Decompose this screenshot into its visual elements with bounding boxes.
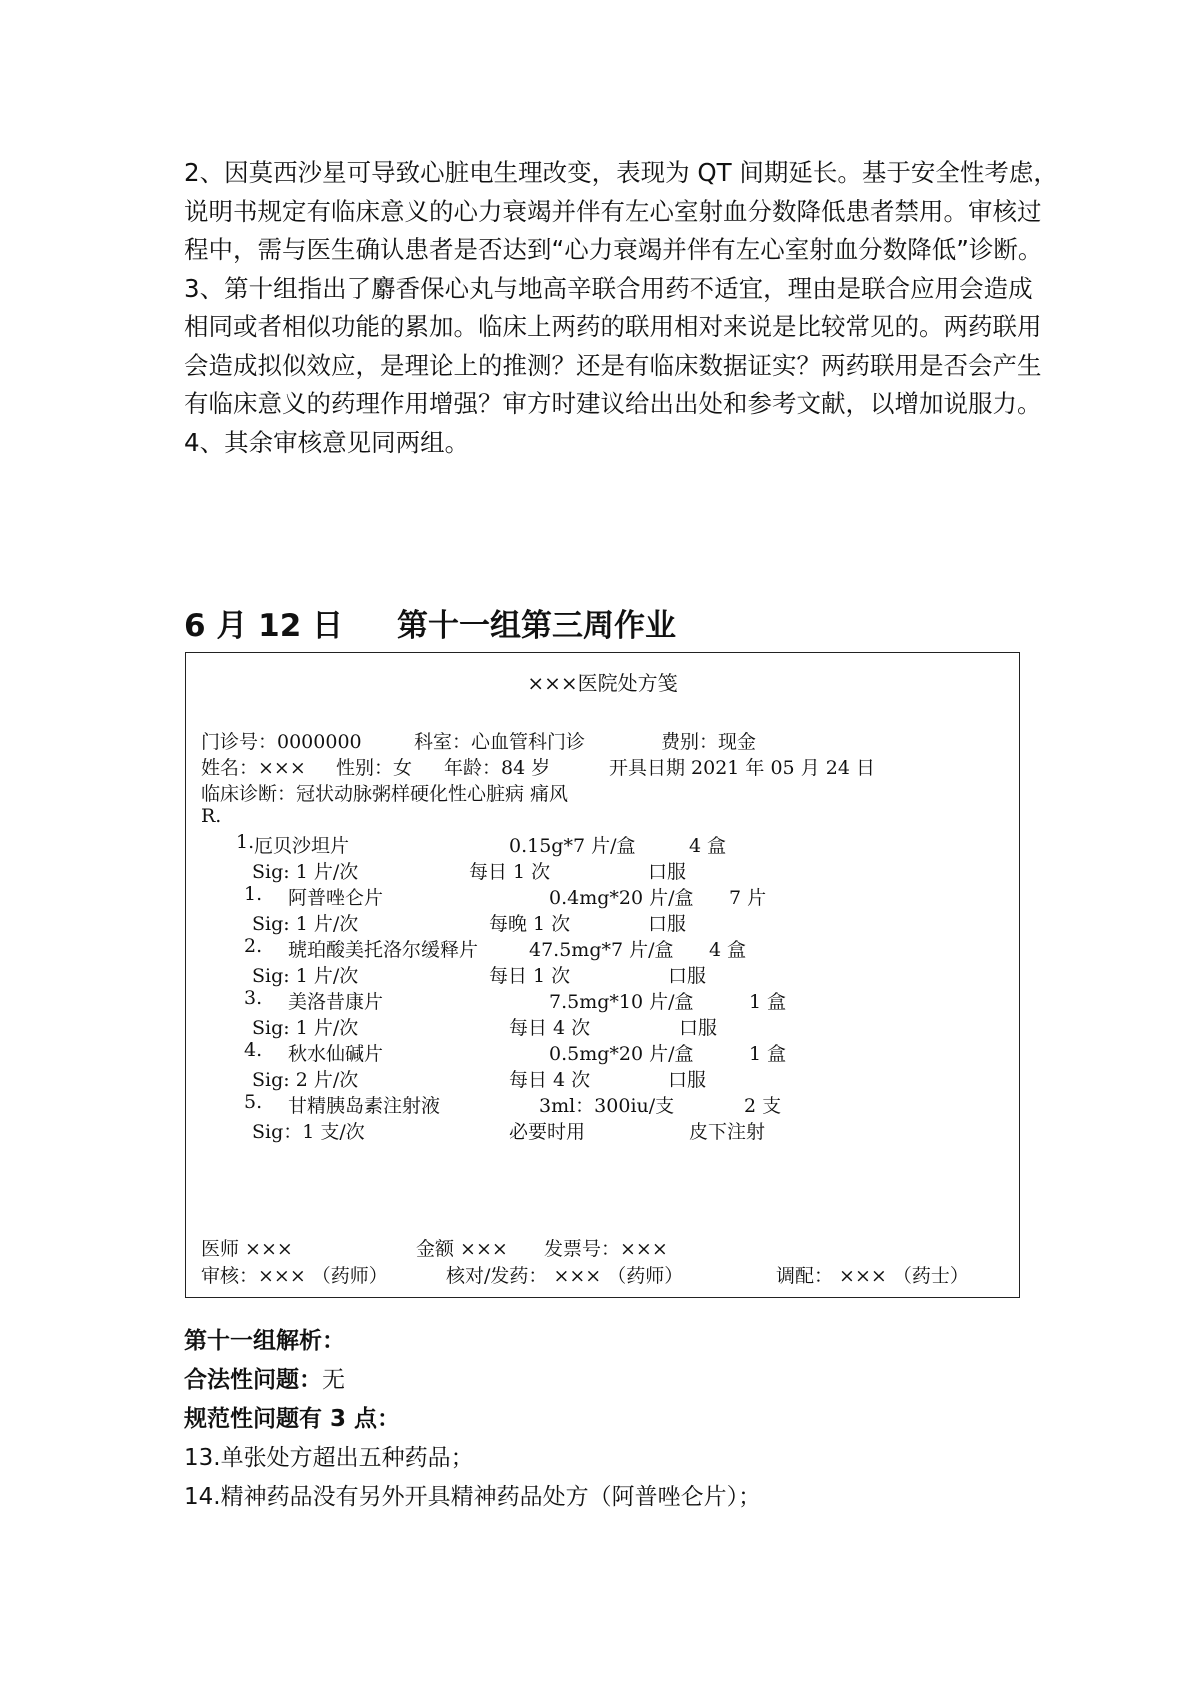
drug-name: 美洛昔康片 [288, 991, 384, 1013]
paragraph-line: 相同或者相似功能的累加。临床上两药的联用相对来说是比较常见的。两药联用 [184, 312, 1042, 341]
drug-quantity: 4 盒 [689, 835, 727, 857]
drug-frequency: 必要时用 [509, 1121, 586, 1143]
drug-quantity: 1 盒 [749, 1043, 787, 1065]
drug-frequency: 每晚 1 次 [489, 913, 571, 935]
doctor: 医师 ××× [201, 1238, 293, 1260]
drug-spec: 47.5mg*7 片/盒 [529, 939, 674, 961]
paragraph-line: 说明书规定有临床意义的心力衰竭并伴有左心室射血分数降低患者禁用。审核过 [184, 196, 1042, 226]
drug-quantity: 1 盒 [749, 991, 787, 1013]
paragraph-line: 2、因莫西沙星可导致心脏电生理改变，表现为 QT 间期延长。基于安全性考虑， [184, 158, 1058, 187]
prescription-form [185, 652, 1020, 1298]
drug-number: 3. [244, 987, 263, 1009]
drug-dose: Sig: 1 片/次 [252, 861, 359, 883]
drug-name: 秋水仙碱片 [288, 1043, 384, 1065]
drug-number: 1. [244, 883, 263, 905]
drug-frequency: 每日 1 次 [469, 861, 551, 883]
patient-name: 姓名：××× [201, 757, 306, 779]
analysis-heading: 第十一组解析： [184, 1328, 345, 1354]
drug-route: 口服 [679, 1017, 718, 1039]
paragraph-line: 有临床意义的药理作用增强？审方时建议给出出处和参考文献，以增加说服力。 [184, 389, 1042, 418]
drug-quantity: 4 盒 [709, 939, 747, 961]
drug-name: 阿普唑仑片 [288, 887, 384, 909]
drug-name: 厄贝沙坦片 [254, 835, 350, 857]
drug-spec: 0.4mg*20 片/盒 [549, 887, 694, 909]
paragraph-line: 程中，需与医生确认患者是否达到“心力衰竭并伴有左心室射血分数降低”诊断。 [184, 235, 1043, 264]
paragraph-line: 3、第十组指出了麝香保心丸与地高辛联合用药不适宜，理由是联合应用会造成 [184, 273, 1033, 303]
section-title: 6 月 12 日 第十一组第三周作业 [184, 608, 677, 644]
drug-route: 口服 [648, 913, 687, 935]
drug-number: 5. [244, 1091, 263, 1113]
department: 科室：心血管科门诊 [414, 731, 586, 753]
drug-frequency: 每日 4 次 [509, 1069, 591, 1091]
patient-age: 年龄：84 岁 [444, 757, 551, 779]
drug-dose: Sig：1 支/次 [252, 1121, 365, 1143]
group-analysis [184, 1322, 761, 1517]
drug-quantity: 2 支 [744, 1095, 782, 1117]
drug-dose: Sig: 1 片/次 [252, 965, 359, 987]
prescription-title: ×××医院处方笺 [527, 671, 678, 695]
paragraph-line: 会造成拟似效应，是理论上的推测？还是有临床数据证实？两药联用是否会产生 [184, 350, 1042, 380]
drug-spec: 3ml：300iu/支 [539, 1095, 675, 1117]
legality-label: 合法性问题： [184, 1367, 322, 1393]
clinical-diagnosis: 临床诊断：冠状动脉粥样硬化性心脏病 痛风 [201, 783, 569, 805]
drug-name: 琥珀酸美托洛尔缓释片 [288, 939, 479, 961]
legality-value: 无 [322, 1367, 345, 1393]
drug-number: 1. [236, 831, 255, 853]
drug-route: 口服 [668, 965, 707, 987]
drug-frequency: 每日 1 次 [489, 965, 571, 987]
outpatient-number: 门诊号：0000000 [201, 731, 362, 753]
review-comments [184, 154, 1058, 462]
patient-sex: 性别：女 [336, 757, 413, 779]
legality-row [184, 1361, 761, 1400]
invoice-number: 发票号：××× [544, 1238, 668, 1260]
analysis-item: 13.单张处方超出五种药品； [184, 1445, 474, 1471]
drug-number: 2. [244, 935, 263, 957]
issue-date: 开具日期 2021 年 05 月 24 日 [609, 757, 875, 779]
drug-route: 口服 [648, 861, 687, 883]
analysis-item: 14.精神药品没有另外开具精神药品处方（阿普唑仑片）； [184, 1484, 762, 1510]
dispenser: 调配： ××× （药士） [776, 1265, 969, 1287]
drug-route: 皮下注射 [689, 1121, 766, 1143]
drug-number: 4. [244, 1039, 263, 1061]
drug-dose: Sig: 2 片/次 [252, 1069, 359, 1091]
amount: 金额 ××× [416, 1238, 508, 1260]
norm-heading: 规范性问题有 3 点： [184, 1406, 401, 1432]
drug-frequency: 每日 4 次 [509, 1017, 591, 1039]
paragraph-line: 4、其余审核意见同两组。 [184, 427, 470, 457]
reviewer: 审核：××× （药师） [201, 1265, 388, 1287]
drug-spec: 0.5mg*20 片/盒 [549, 1043, 694, 1065]
drug-dose: Sig: 1 片/次 [252, 913, 359, 935]
drug-dose: Sig: 1 片/次 [252, 1017, 359, 1039]
drug-quantity: 7 片 [729, 887, 767, 909]
rx-symbol: R. [201, 805, 222, 827]
drug-name: 甘精胰岛素注射液 [288, 1095, 441, 1117]
drug-route: 口服 [668, 1069, 707, 1091]
checker: 核对/发药： ××× （药师） [446, 1265, 684, 1287]
drug-spec: 7.5mg*10 片/盒 [549, 991, 694, 1013]
fee-type: 费别：现金 [661, 731, 757, 753]
drug-spec: 0.15g*7 片/盒 [509, 835, 636, 857]
